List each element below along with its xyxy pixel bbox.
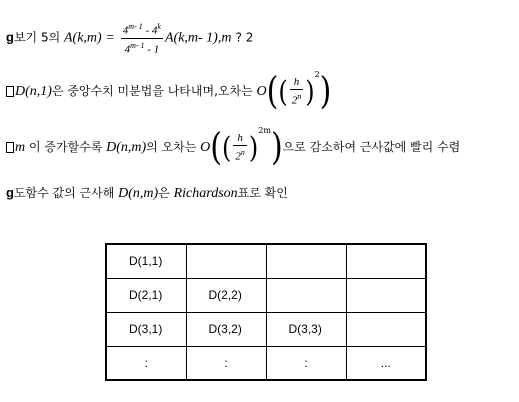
line3-text2: 의 오차는 [146,140,201,154]
line2-O: O [256,84,267,99]
formula-line-3: m 이 증가할수록 D(n,m)의 오차는 O(( $\frac{h}{2^n}$ )$^{2m}$)으로 감소하여 근사값에 빨리 수렴 [6,126,460,163]
bullet-g: g [6,185,14,200]
formula-line-2: D(n,1)은 중앙수치 미분법을 나타내며,오차는 O(( $\frac{h}{2^n}$ )$^2$) [6,70,331,107]
richardson-table [105,243,427,381]
line3-func: D(n,m) [106,140,147,155]
line3-outer-exp: 2m [258,126,271,135]
line2-fraction: $\frac{h}{2^n}$ [291,75,302,107]
table-row [106,244,426,278]
line4-method: Richardson [173,186,238,201]
line4-text1: 도함수 값의 근사해 [13,186,119,200]
line3-text1: 이 증가할수록 [25,140,107,154]
table-cell: D(3,1) [106,312,186,346]
line3-fraction: $\frac{h}{2^n}$ [235,131,245,163]
table-cell [346,244,426,278]
table-cell: ... [346,346,426,380]
line3-m: m [15,140,26,155]
table-cell [266,278,346,312]
table-cell: D(2,2) [186,278,266,312]
line2-outer-exp: 2 [314,70,320,79]
table-row [106,312,426,346]
table-cell: : [266,346,346,380]
line4-text3: 표로 확인 [237,186,288,200]
line3-O: O [200,140,211,155]
bullet-g: g [6,29,14,45]
table-cell: D(1,1) [106,244,186,278]
formula-line-1 [6,20,253,56]
formula-line-4 [6,184,288,202]
table-cell [186,244,266,278]
line2-func: D(n,1) [15,84,52,99]
table-cell [346,278,426,312]
table-cell: : [186,346,266,380]
table-cell: : [106,346,186,380]
line4-text2: 은 [158,186,174,200]
line1-tail: ? 2 [235,30,254,45]
table-row [106,346,426,380]
table-cell: D(2,1) [106,278,186,312]
line4-func: D(n,m) [118,186,159,201]
line1-rhs: A(k,m- 1),m [164,30,232,46]
line2-text: 은 중앙수치 미분법을 나타내며,오차는 [51,84,257,98]
line1-fraction: $\frac{4^{m- 1} - 4^k}{4^{m- 1} - 1}$ [122,22,161,56]
table-cell: D(3,3) [266,312,346,346]
missing-glyph-box [6,142,14,153]
missing-glyph-box [6,86,14,97]
table-row [106,278,426,312]
line1-lhs: A(k,m) = [64,30,115,46]
table-cell: D(3,2) [186,312,266,346]
line1-prefix: 보기 5의 [13,30,64,45]
table-cell [346,312,426,346]
line3-text3: 으로 감소하여 근사값에 빨리 수렴 [282,140,461,154]
table-cell [266,244,346,278]
